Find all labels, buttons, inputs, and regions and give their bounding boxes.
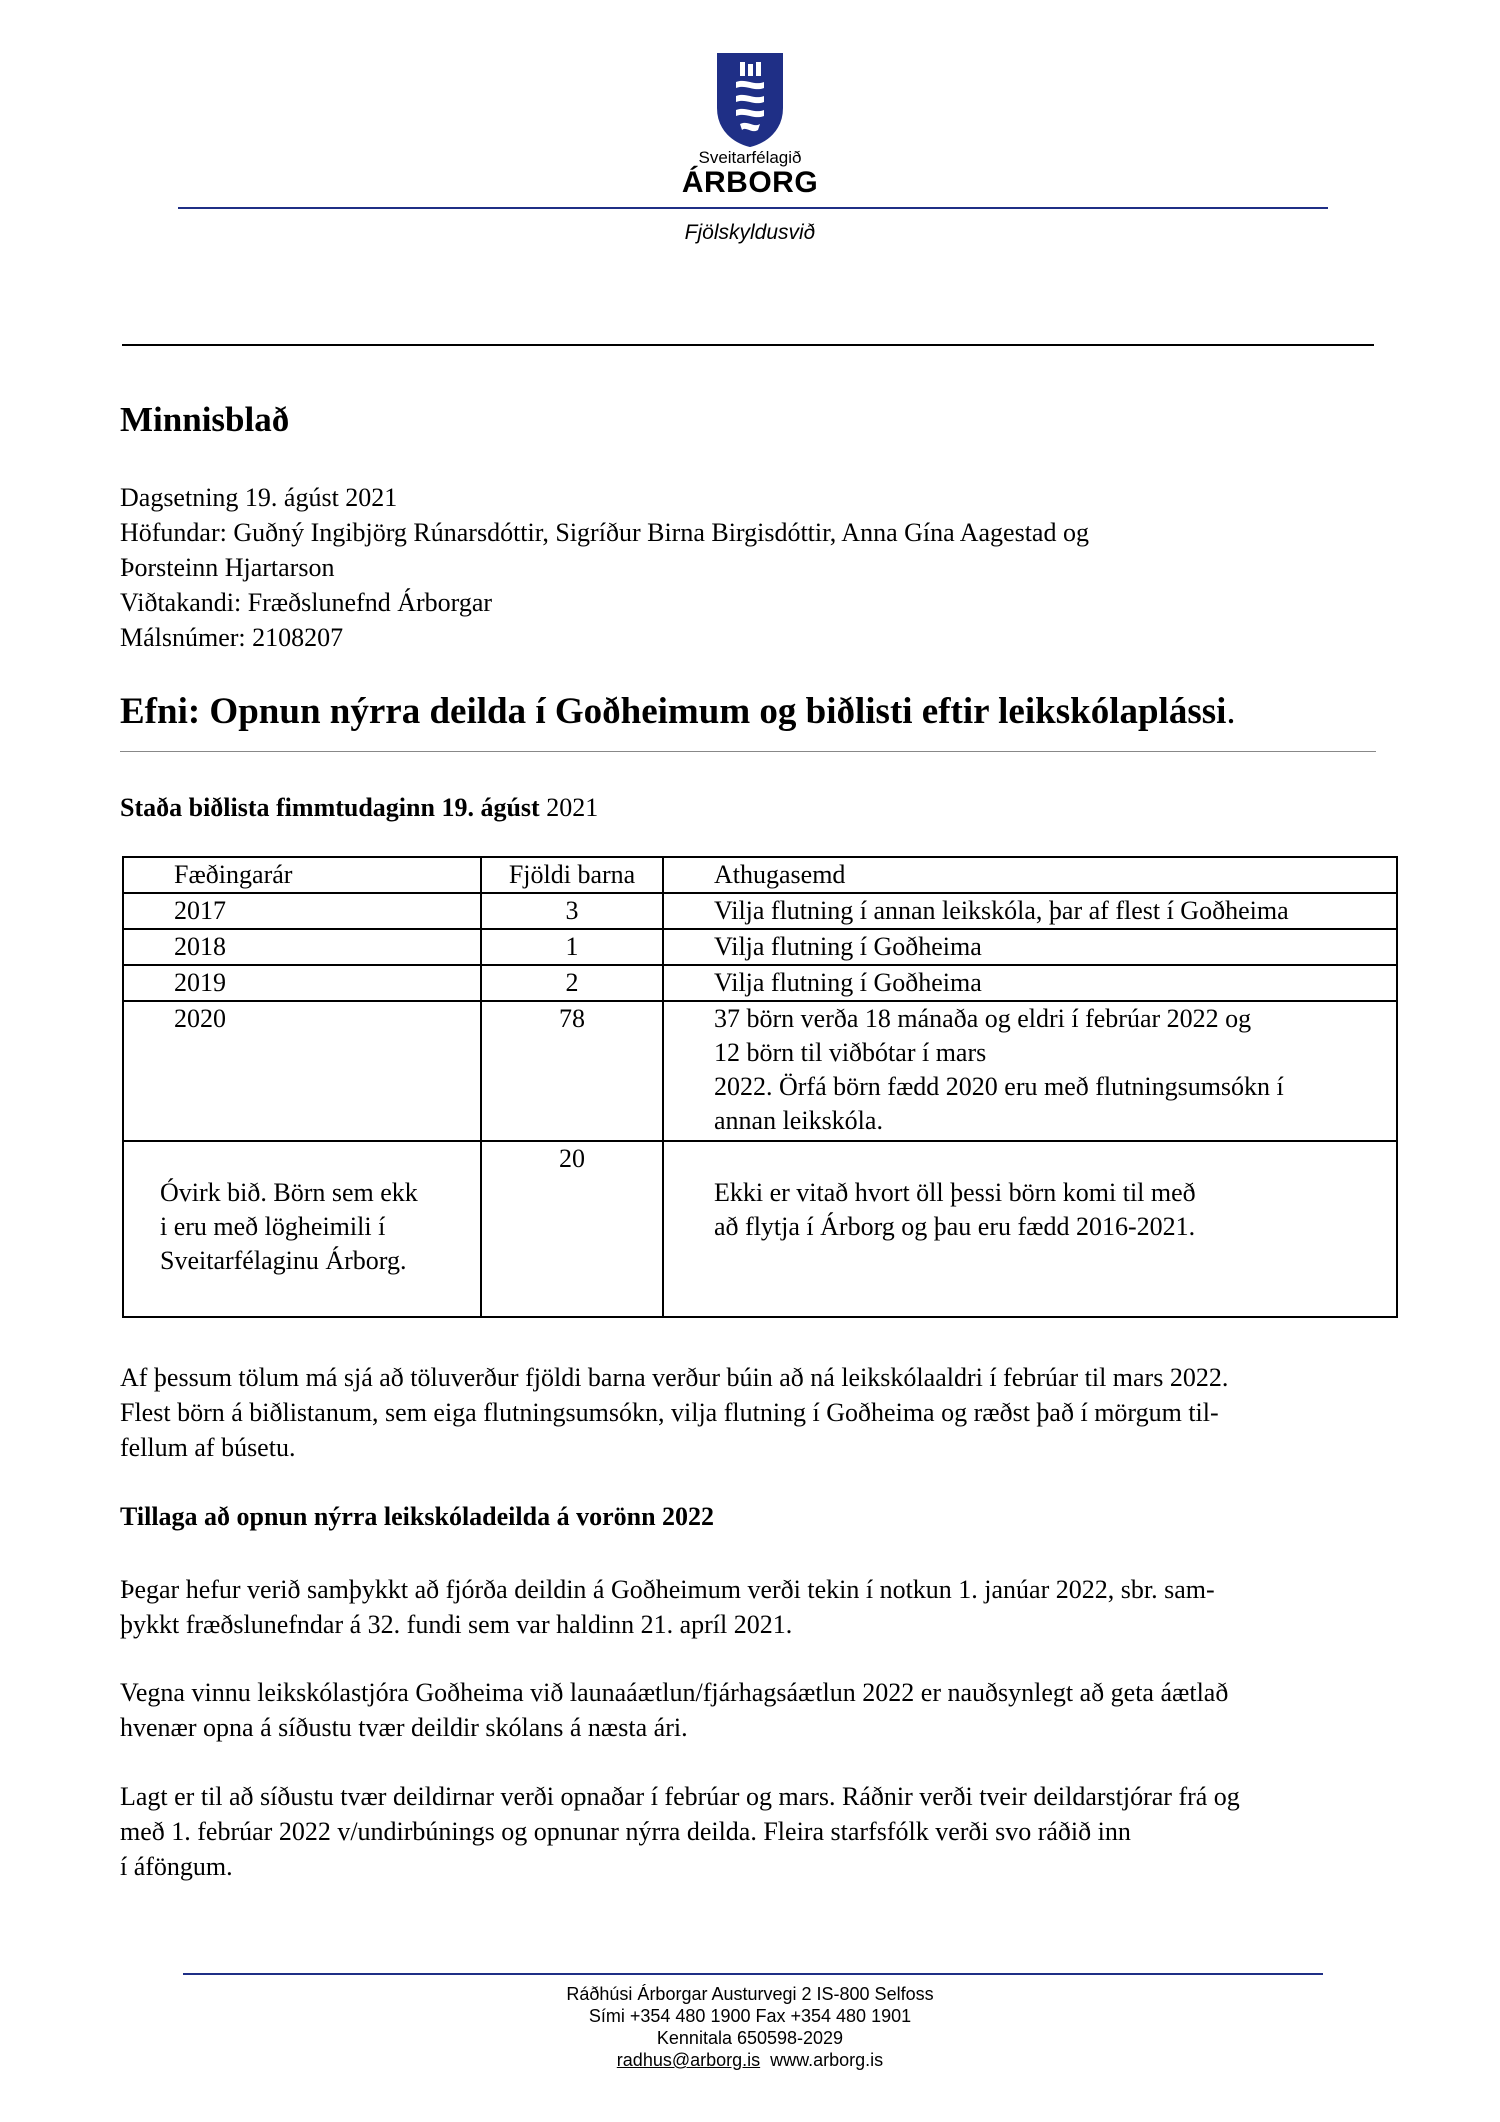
cell-count: 3 (481, 893, 663, 929)
table-header-row (123, 857, 1397, 893)
paragraph-line: Þegar hefur verið samþykkt að fjórða deildin á Goðheimum verði tekin í notkun 1. janúar 2022, sbr. sam- (120, 1575, 1215, 1604)
org-name-big: ÁRBORG (681, 166, 819, 199)
document-meta (120, 480, 1400, 655)
paragraph-line: í áföngum. (120, 1852, 233, 1881)
proposal-heading (120, 1502, 714, 1532)
cell-count: 2 (481, 965, 663, 1001)
header-divider (178, 207, 1328, 209)
cell-year: 2020 (123, 1001, 481, 1141)
waitlist-heading (120, 793, 598, 823)
column-header-child-count: Fjöldi barna (481, 857, 663, 893)
table-row (123, 1001, 1397, 1141)
arborg-coat-of-arms-logo (716, 52, 784, 148)
division-name: Fjölskyldusvið (684, 221, 816, 244)
meta-case-number: Málsnúmer: 2108207 (120, 623, 344, 652)
note-line: 2022. Örfá börn fædd 2020 eru með flutningsumsókn í (714, 1072, 1284, 1101)
paragraph-line: með 1. febrúar 2022 v/undirbúnings og opnunar nýrra deilda. Fleira starfsfólk verði svo ráðið inn (120, 1817, 1131, 1846)
proposal-heading-text: Tillaga að opnun nýrra leikskóladeilda á vorönn 2022 (120, 1502, 715, 1531)
cell-count: 1 (481, 929, 663, 965)
footer-phone: Sími +354 480 1900 Fax +354 480 1901 (588, 2006, 912, 2026)
footer-address: Ráðhúsi Árborgar Austurvegi 2 IS-800 Selfoss (566, 1984, 934, 2004)
paragraph-approval (120, 1572, 1440, 1642)
paragraph-line: Af þessum tölum má sjá að töluverður fjöldi barna verður búin að ná leikskólaaldri í febrúar til mars 2022. (120, 1363, 1229, 1392)
meta-recipient: Viðtakandi: Fræðslunefnd Árborgar (120, 588, 493, 617)
subject-text: Efni: Opnun nýrra deilda í Goðheimum og biðlisti eftir leikskólaplássi (120, 691, 1227, 732)
column-header-birth-year: Fæðingarár (123, 857, 481, 893)
table-row (123, 1141, 1397, 1317)
footer-email-link[interactable]: radhus@arborg.is (616, 2050, 761, 2070)
paragraph-line: þykkt fræðslunefndar á 32. fundi sem var haldinn 21. apríl 2021. (120, 1610, 793, 1639)
year-line: Óvirk bið. Börn sem ekk (160, 1178, 418, 1207)
year-line: Sveitarfélaginu Árborg. (160, 1246, 407, 1275)
footer-web-link[interactable]: www.arborg.is (760, 2050, 884, 2070)
subject-period: . (1226, 691, 1236, 732)
meta-date: Dagsetning 19. ágúst 2021 (120, 483, 398, 512)
paragraph-line: Lagt er til að síðustu tvær deildirnar verði opnaðar í febrúar og mars. Ráðnir verði tveir deildarstjórar frá og (120, 1782, 1240, 1811)
cell-year: 2018 (123, 929, 481, 965)
paragraph-line: fellum af búsetu. (120, 1433, 296, 1462)
footer-kennitala: Kennitala 650598-2029 (656, 2028, 844, 2048)
cell-year: 2017 (123, 893, 481, 929)
cell-year: 2019 (123, 965, 481, 1001)
cell-note (663, 1141, 1397, 1317)
waitlist-table (122, 856, 1398, 1318)
cell-count: 20 (481, 1141, 663, 1317)
cell-note: Vilja flutning í Goðheima (663, 965, 1397, 1001)
note-line: Ekki er vitað hvort öll þessi börn komi til með (714, 1178, 1196, 1207)
footer (0, 1983, 1500, 2071)
cell-note (663, 1001, 1397, 1141)
column-header-remark: Athugasemd (663, 857, 1397, 893)
paragraph-line: Flest börn á biðlistanum, sem eiga flutningsumsókn, vilja flutning í Goðheima og ræðst það í mörgum til- (120, 1398, 1219, 1427)
org-name-small: Sveitarfélagið (698, 148, 802, 167)
paragraph-line: Vegna vinnu leikskólastjóra Goðheima við launaáætlun/fjárhagsáætlun 2022 er nauðsynlegt að geta áætlað (120, 1678, 1229, 1707)
meta-authors-line2: Þorsteinn Hjartarson (120, 553, 335, 582)
note-block (714, 1142, 1334, 1244)
cell-note: Vilja flutning í Goðheima (663, 929, 1397, 965)
table-row (123, 965, 1397, 1001)
note-line: annan leikskóla. (714, 1106, 883, 1135)
meta-authors-line1: Höfundar: Guðný Ingibjörg Rúnarsdóttir, Sigríður Birna Birgisdóttir, Anna Gína Aagestad og (120, 518, 1089, 547)
cell-year (123, 1141, 481, 1317)
paragraph-proposal (120, 1779, 1440, 1884)
document-title: Minnisblað (120, 400, 290, 439)
header-black-rule (122, 344, 1374, 346)
footer-divider (183, 1973, 1323, 1975)
paragraph-budget (120, 1675, 1440, 1745)
year-line: i eru með lögheimili í (160, 1212, 386, 1241)
note-line: 37 börn verða 18 mánaða og eldri í febrúar 2022 og (714, 1004, 1252, 1033)
cell-count: 78 (481, 1001, 663, 1141)
subject-rule (120, 751, 1376, 752)
inactive-wait-text (160, 1142, 450, 1278)
table-row (123, 893, 1397, 929)
footer-contact (0, 2049, 1500, 2071)
paragraph-summary (120, 1360, 1440, 1465)
document-subject (120, 690, 1236, 733)
waitlist-heading-bold: Staða biðlista fimmtudaginn 19. ágúst (120, 793, 540, 822)
table-row (123, 929, 1397, 965)
cell-note: Vilja flutning í annan leikskóla, þar af flest í Goðheima (663, 893, 1397, 929)
waitlist-heading-year: 2021 (539, 793, 599, 822)
note-line: 12 börn til viðbótar í mars (714, 1038, 987, 1067)
note-line: að flytja í Árborg og þau eru fædd 2016-2021. (714, 1212, 1196, 1241)
paragraph-line: hvenær opna á síðustu tvær deildir skólans á næsta ári. (120, 1713, 688, 1742)
